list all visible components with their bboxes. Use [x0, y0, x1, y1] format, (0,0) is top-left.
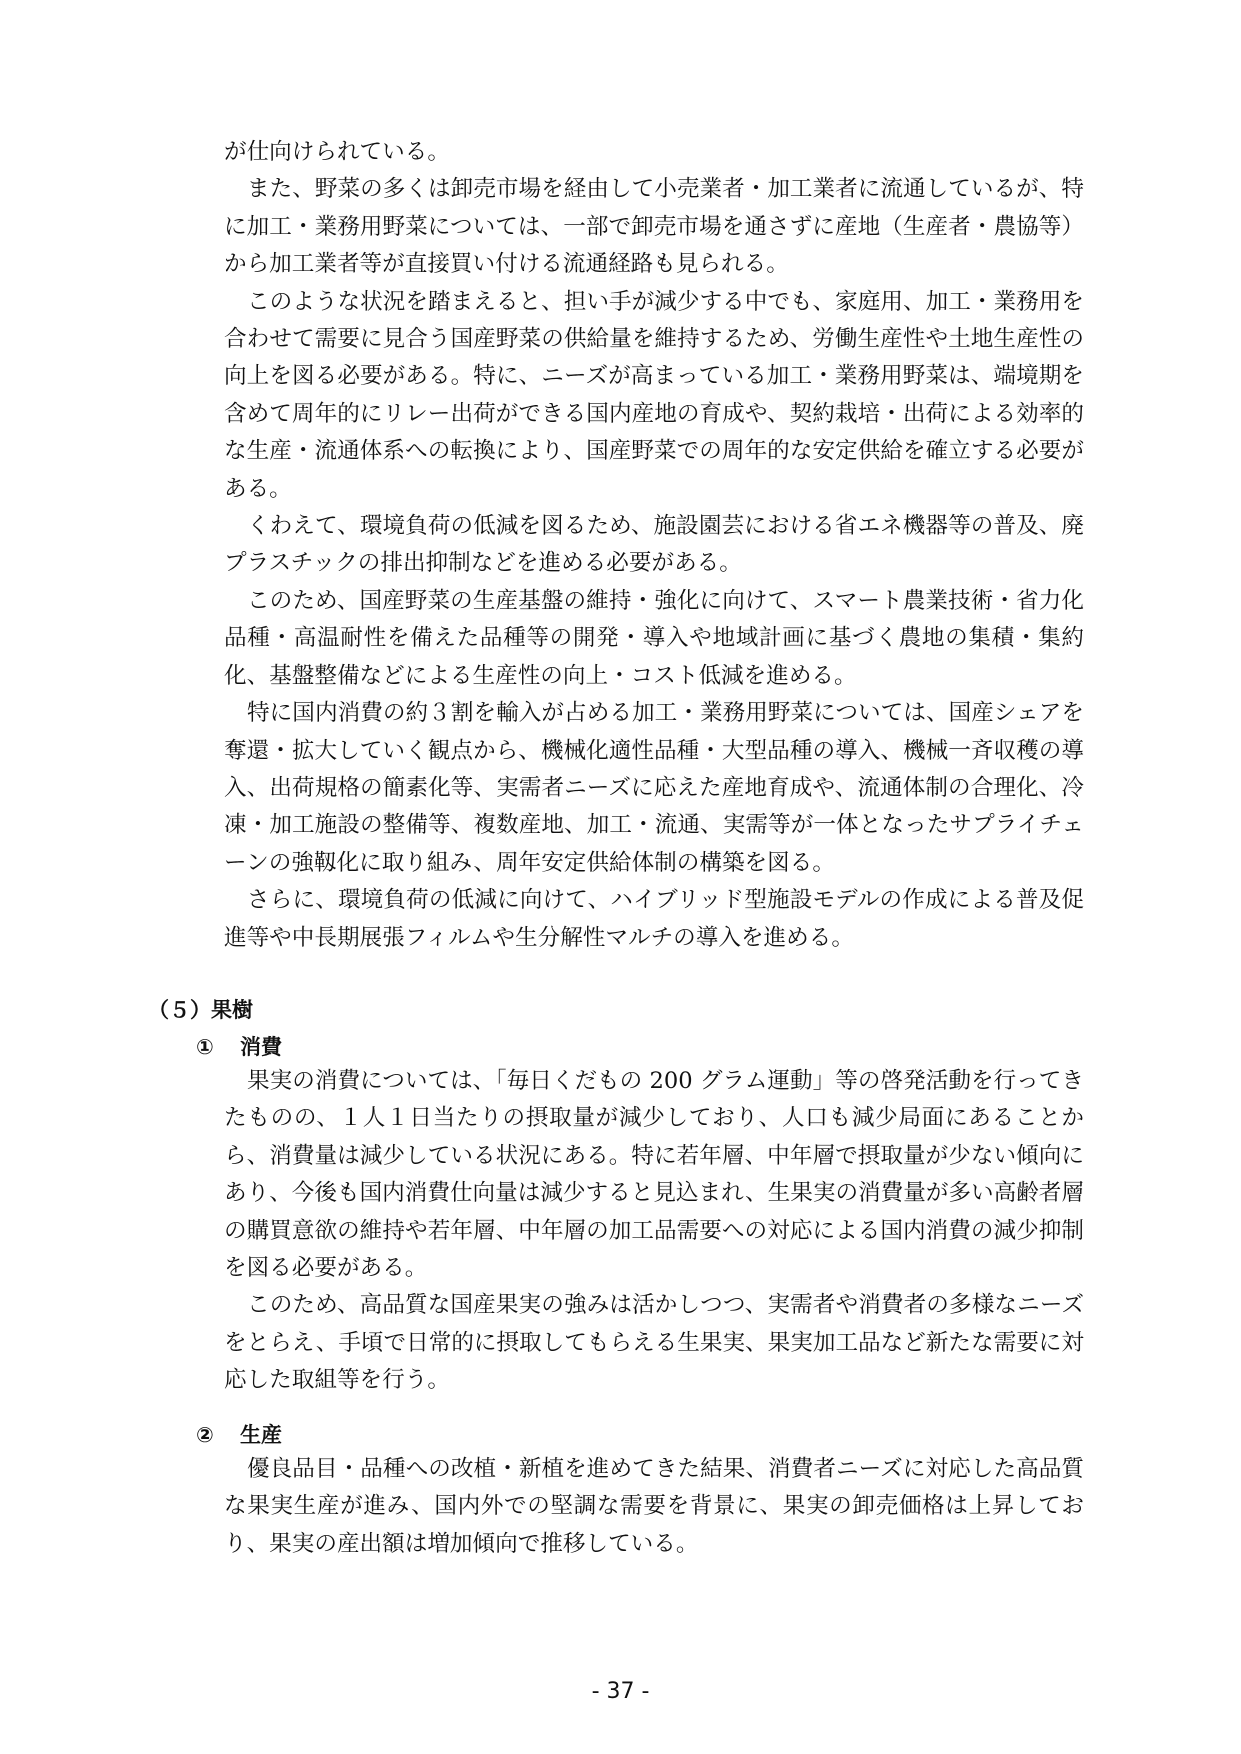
- subsection-title: 生産: [240, 1423, 282, 1447]
- paragraph: さらに、環境負荷の低減に向けて、ハイブリッド型施設モデルの作成による普及促進等や中長期展張フィルムや生分解性マルチの導入を進める。: [224, 887, 1084, 951]
- page-number: - 37 -: [591, 1679, 650, 1704]
- subsection-title: 消費: [240, 1035, 282, 1059]
- subsection-number: ②: [196, 1423, 214, 1447]
- production-body: [224, 1451, 1084, 1563]
- paragraph: 優良品目・品種への改植・新植を進めてきた結果、消費者ニーズに対応した高品質な果実生産が進み、国内外での堅調な需要を背景に、果実の卸売価格は上昇しており、果実の産出額は増加傾向で推移している。: [224, 1456, 1084, 1557]
- paragraph: また、野菜の多くは卸売市場を経由して小売業者・加工業者に流通しているが、特に加工・業務用野菜については、一部で卸売市場を通さずに産地（生産者・農協等）から加工業者等が直接買い付ける流通経路も見られる。: [224, 176, 1084, 278]
- paragraph: このため、国産野菜の生産基盤の維持・強化に向けて、スマート農業技術・省力化品種・高温耐性を備えた品種等の開発・導入や地域計画に基づく農地の集積・集約化、基盤整備などによる生産性の向上・コスト低減を進める。: [224, 587, 1084, 689]
- paragraph: 果実の消費については、「毎日くだもの 200 グラム運動」等の啓発活動を行ってきたものの、１人１日当たりの摂取量が減少しており、人口も減少局面にあることから、消費量は減少している状況にある。特に若年層、中年層で摂取量が少ない傾向にあり、今後も国内消費仕向量は減少すると見込まれ、生果実の消費量が多い高齢者層の購買意欲の維持や若年層、中年層の加工品需要への対応による国内消費の減少抑制を図る必要がある。: [224, 1068, 1084, 1282]
- paragraph: このため、高品質な国産果実の強みは活かしつつ、実需者や消費者の多様なニーズをとらえ、手頃で日常的に摂取してもらえる生果実、果実加工品など新たな需要に対応した取組等を行う。: [224, 1292, 1084, 1394]
- vegetables-continuation: [224, 134, 1084, 957]
- subsection-heading-production: [196, 1420, 282, 1450]
- paragraph: くわえて、環境負荷の低減を図るため、施設園芸における省エネ機器等の普及、廃プラスチックの排出抑制などを進める必要がある。: [224, 513, 1084, 577]
- subsection-heading-consumption: [196, 1032, 282, 1062]
- subsection-number: ①: [196, 1035, 214, 1059]
- paragraph: このような状況を踏まえると、担い手が減少する中でも、家庭用、加工・業務用を合わせて需要に見合う国産野菜の供給量を維持するため、労働生産性や土地生産性の向上を図る必要がある。特に、ニーズが高まっている加工・業務用野菜は、端境期を含めて周年的にリレー出荷ができる国内産地の育成や、契約栽培・出荷による効率的な生産・流通体系への転換により、国産野菜での周年的な安定供給を確立する必要がある。: [224, 288, 1084, 502]
- section-heading: （５）果樹: [148, 998, 253, 1022]
- paragraph: 特に国内消費の約３割を輸入が占める加工・業務用野菜については、国産シェアを奪還・拡大していく観点から、機械化適性品種・大型品種の導入、機械一斉収穫の導入、出荷規格の簡素化等、実需者ニーズに応えた産地育成や、流通体制の合理化、冷凍・加工施設の整備等、複数産地、加工・流通、実需等が一体となったサプライチェーンの強靱化に取り組み、周年安定供給体制の構築を図る。: [224, 700, 1084, 876]
- consumption-body: [224, 1063, 1084, 1400]
- paragraph: が仕向けられている。: [224, 139, 450, 165]
